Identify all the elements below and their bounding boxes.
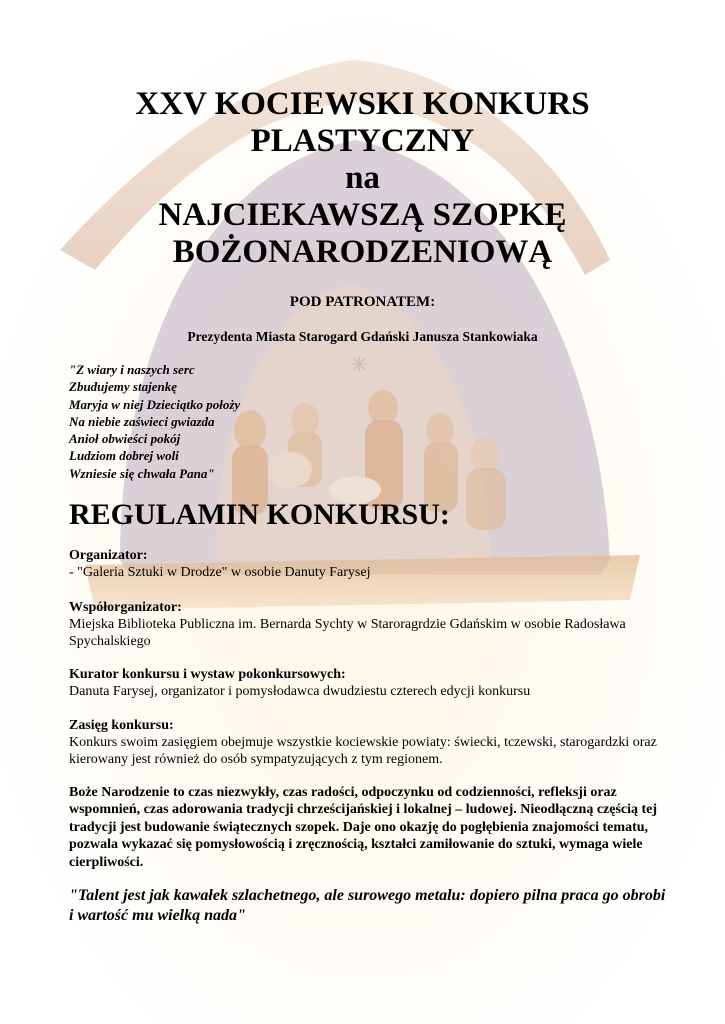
title-line-2: PLASTYCZNY [250, 123, 475, 159]
curator-label: Kurator konkursu i wystaw pokonkursowych: [69, 667, 346, 682]
competition-title [60, 86, 665, 271]
poem-line: Zbudujemy stajenkę [69, 379, 177, 395]
svg-text:✳: ✳ [350, 353, 369, 378]
patron-name: Prezydenta Miasta Starogard Gdański Janusza Stankowiaka [187, 329, 538, 344]
curator-section [69, 666, 669, 700]
co-organizer-text: Miejska Biblioteka Publiczna im. Bernarda Sychty w Staroragrdzie Gdańskim w osobie Radosława Spychalskiego [69, 617, 626, 649]
organizer-section [69, 547, 669, 581]
regulations-heading: REGULAMIN KONKURSU: [69, 498, 450, 531]
organizer-label: Organizator: [69, 548, 148, 563]
patronage-heading: POD PATRONATEM: [289, 294, 436, 310]
poem-line: Anioł obwieści pokój [69, 431, 181, 447]
christmas-paragraph: Boże Narodzenie to czas niezwykły, czas radości, odpoczynku od codzienności, refleksji oraz wspomnień, czas adorowania tradycji chrześcijańskiej i lokalnej – ludowej. Nieodłączną częścią tej tradycji jest budowanie świątecznych szopek. Daje ono okazję do pogłębienia znajomości tematu, pozwala wykazać się pomysłowością i zręcznością, kształci zamiłowanie do sztuki, wymaga wiele cierpliwości. [69, 785, 658, 870]
poem-line: Na niebie zaświeci gwiazda [69, 413, 215, 429]
title-line-1: XXV KOCIEWSKI KONKURS [135, 86, 590, 122]
title-line-3: na [345, 160, 380, 196]
organizer-text: - "Galeria Sztuki w Drodze" w osobie Danuty Farysej [69, 565, 371, 580]
poem-line: "Z wiary i naszych serc [69, 362, 195, 377]
poem-line: Wzniesie się chwała Pana" [69, 465, 215, 481]
scope-section [69, 717, 669, 768]
curator-text: Danuta Farysej, organizator i pomysłodawca dwudziestu czterech edycji konkursu [69, 684, 531, 699]
talent-quote: "Talent jest jak kawałek szlachetnego, ale surowego metalu: dopiero pilna praca go obrobi i wartość mu wielką nada" [69, 887, 666, 924]
poem-line: Ludziom dobrej woli [69, 448, 179, 464]
co-organizer-section [69, 599, 669, 650]
poem-line: Maryja w niej Dzieciątko położy [69, 396, 241, 412]
scope-label: Zasięg konkursu: [69, 718, 174, 733]
scope-text: Konkurs swoim zasięgiem obejmuje wszystkie kociewskie powiaty: świecki, tczewski, starogardzki oraz kierowany jest również do osób sympatyzujących z tym regionem. [69, 735, 657, 767]
title-line-5: BOŻONARODZENIOWĄ [172, 234, 553, 270]
poem [69, 361, 240, 482]
co-organizer-label: Współorganizator: [69, 600, 182, 615]
title-line-4: NAJCIEKAWSZĄ SZOPKĘ [158, 197, 567, 233]
